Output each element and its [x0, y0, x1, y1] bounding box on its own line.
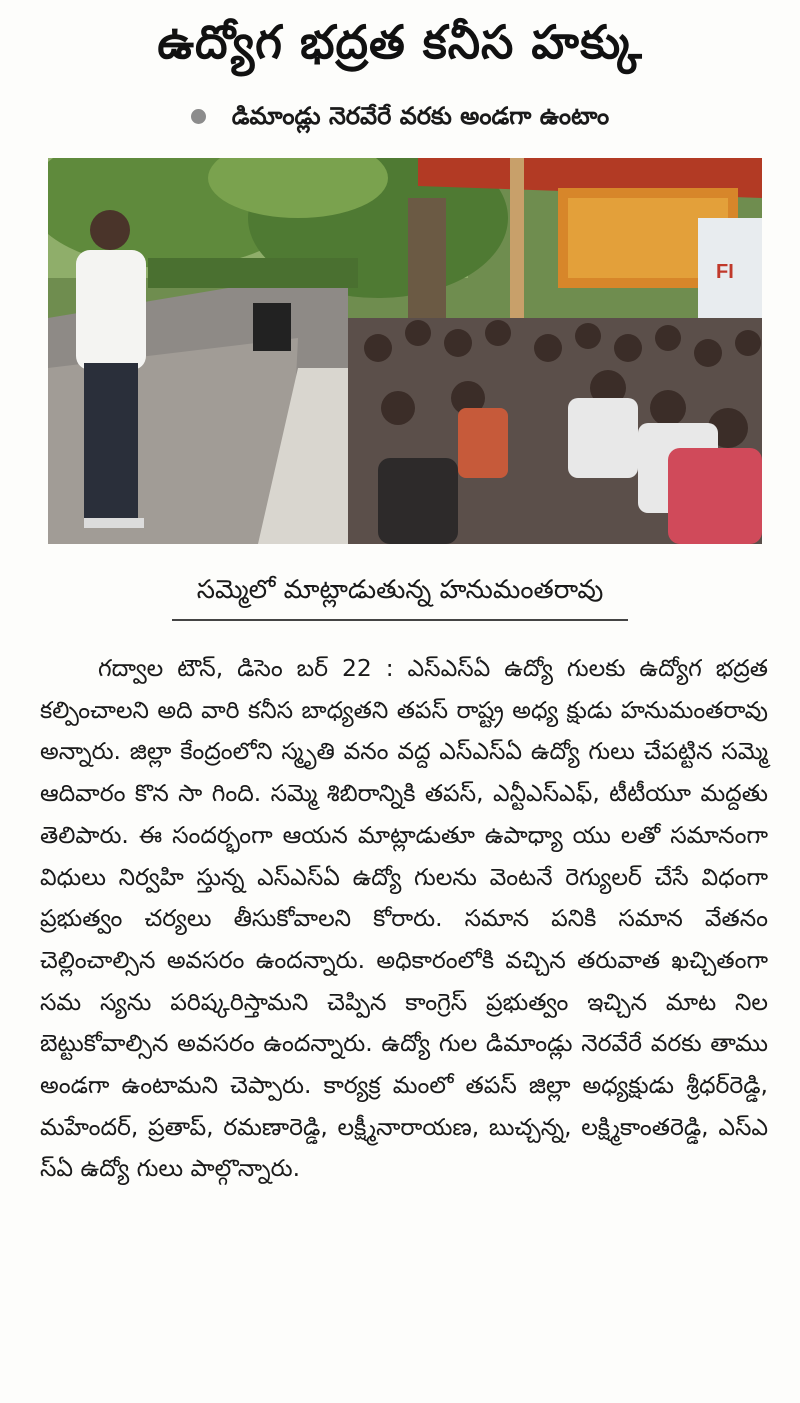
caption-divider — [172, 619, 628, 621]
bullet-icon — [191, 109, 206, 124]
headline: ఉద్యోగ భద్రత కనీస హక్కు — [157, 15, 643, 69]
article-body — [40, 648, 768, 1190]
photo-caption: సమ్మెలో మాట్లాడుతున్న హనుమంతరావు — [196, 575, 604, 605]
subheadline-row — [0, 96, 800, 136]
banner-text: FI — [716, 261, 734, 283]
article-paragraph: గద్వాల టౌన్, డిసెం బర్ 22 : ఎస్ఎస్ఏ ఉద్యో గులకు ఉద్యోగ భద్రత కల్పించాలని అది వారి కనీస బాధ్యతని తపస్ రాష్ట్ర అధ్య క్షుడు హనుమంతరావు అన్నారు. జిల్లా కేంద్రంలోని స్మృతి వనం వద్ద ఎస్ఎస్ఏ ఉద్యో గులు చేపట్టిన సమ్మె ఆదివారం కొన సా గింది. సమ్మె శిబిరాన్నికి తపస్, ఎన్టీఎస్ఎఫ్, టీటీయూ మద్దతు తెలిపారు. ఈ సందర్భంగా ఆయన మాట్లాడుతూ ఉపాధ్యా యు లతో సమానంగా విధులు నిర్వహి స్తున్న ఎస్ఎస్ఏ ఉద్యో గులను వెంటనే రెగ్యులర్ చేసే విధంగా ప్రభుత్వం చర్యలు తీసుకోవాలని కోరారు. సమాన పనికి సమాన వేతనం చెల్లించాల్సిన అవసరం ఉందన్నారు. అధికారంలోకి వచ్చిన తరువాత ఖచ్చితంగా సమ స్యను పరిష్కరిస్తామని చెప్పిన కాంగ్రెస్ ప్రభుత్వం ఇచ్చిన మాట నిల బెట్టుకోవాల్సిన అవసరం ఉందన్నారు. ఉద్యో గుల డిమాండ్లు నెరవేరే వరకు తాము అండగా ఉంటామని చెప్పారు. కార్యక్ర మంలో తపస్ జిల్లా అధ్యక్షుడు శ్రీధర్‌రెడ్డి, మహేందర్, ప్రతాప్, రమణారెడ్డి, లక్ష్మీనారాయణ, బుచ్చన్న, లక్ష్మికాంతరెడ్డి, ఎస్ఎ స్ఏ ఉద్యో గులు పాల్గొన్నారు. — [40, 654, 768, 1183]
news-photo — [48, 158, 762, 544]
subheadline: డిమాండ్లు నెరవేరే వరకు అండగా ఉంటాం — [231, 102, 610, 130]
